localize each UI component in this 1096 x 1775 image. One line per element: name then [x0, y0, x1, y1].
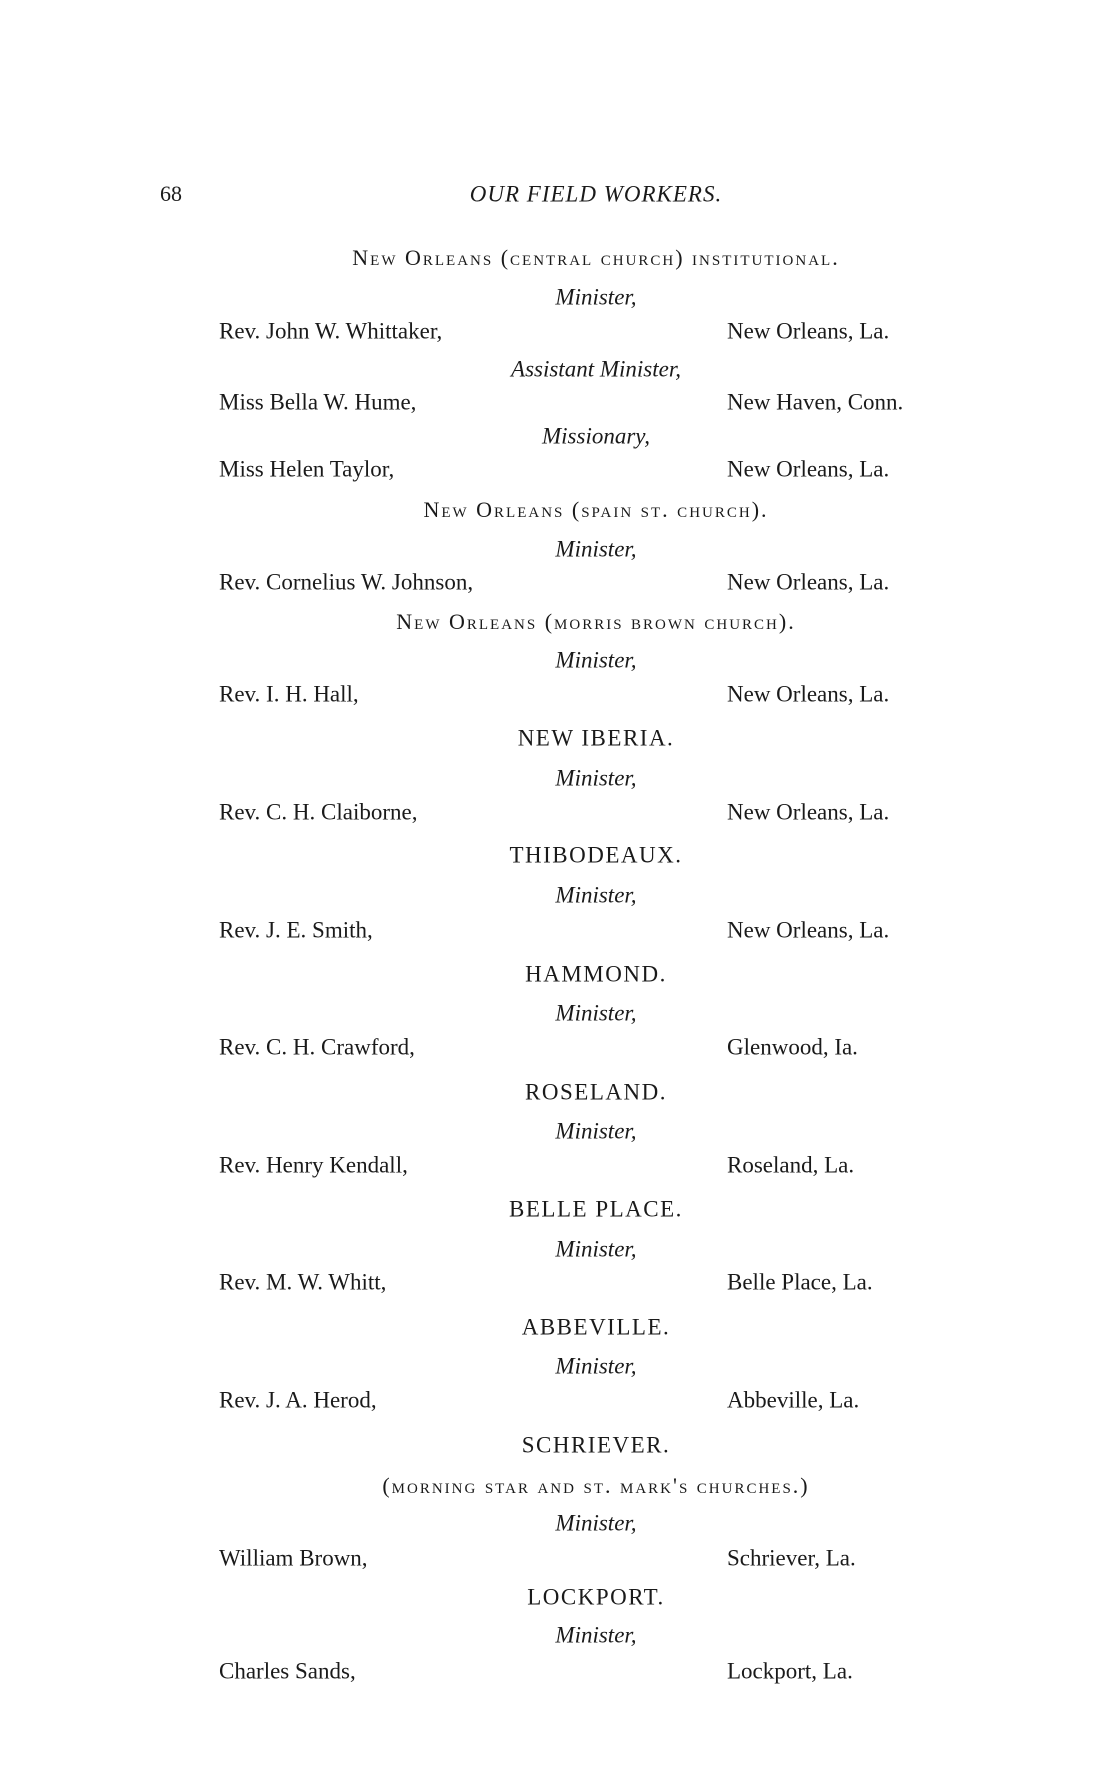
person-name: Miss Bella W. Hume, — [219, 389, 417, 415]
person-name: Rev. C. H. Crawford, — [219, 1034, 415, 1060]
church-subheading: New Orleans (spain st. church). — [423, 497, 769, 522]
running-head: OUR FIELD WORKERS. — [469, 181, 723, 207]
person-location: New Haven, Conn. — [727, 389, 904, 415]
person-name: Rev. J. E. Smith, — [219, 917, 373, 943]
person-name: William Brown, — [219, 1545, 368, 1571]
person-location: New Orleans, La. — [727, 318, 890, 344]
person-name: Charles Sands, — [219, 1658, 356, 1684]
page-number: 68 — [160, 181, 182, 206]
place-heading: THIBODEAUX. — [509, 842, 683, 868]
person-location: New Orleans, La. — [727, 681, 890, 707]
role-label: Minister, — [555, 647, 637, 673]
person-name: Rev. M. W. Whitt, — [219, 1269, 387, 1295]
person-name: Rev. Cornelius W. Johnson, — [219, 569, 474, 595]
person-location: Abbeville, La. — [727, 1387, 860, 1413]
church-subheading: New Orleans (morris brown church). — [396, 609, 796, 634]
person-location: Roseland, La. — [727, 1152, 855, 1178]
person-name: Rev. John W. Whittaker, — [219, 318, 443, 344]
place-heading: HAMMOND. — [525, 961, 667, 987]
place-heading: BELLE PLACE. — [509, 1196, 683, 1222]
church-subheading: New Orleans (central church) institutional. — [352, 245, 840, 270]
role-label: Minister, — [555, 536, 637, 562]
person-location: New Orleans, La. — [727, 569, 890, 595]
person-name: Rev. C. H. Claiborne, — [219, 799, 418, 825]
role-label: Minister, — [555, 1353, 637, 1379]
person-name: Rev. J. A. Herod, — [219, 1387, 377, 1413]
role-label: Minister, — [555, 1118, 637, 1144]
role-label: Minister, — [555, 1236, 637, 1262]
role-label: Minister, — [555, 1622, 637, 1648]
role-label: Minister, — [555, 882, 637, 908]
person-location: Lockport, La. — [727, 1658, 853, 1684]
place-heading: LOCKPORT. — [527, 1584, 665, 1610]
person-location: Glenwood, Ia. — [727, 1034, 858, 1060]
person-location: Schriever, La. — [727, 1545, 856, 1571]
person-name: Rev. I. H. Hall, — [219, 681, 359, 707]
person-location: New Orleans, La. — [727, 917, 890, 943]
place-heading: ABBEVILLE. — [521, 1314, 671, 1340]
role-label: Minister, — [555, 1510, 637, 1536]
place-heading: ROSELAND. — [525, 1079, 667, 1105]
role-label: Minister, — [555, 284, 637, 310]
church-subheading: (morning star and st. mark's churches.) — [382, 1473, 810, 1498]
place-heading: SCHRIEVER. — [521, 1432, 671, 1458]
role-label: Missionary, — [542, 423, 650, 449]
person-name: Miss Helen Taylor, — [219, 456, 395, 482]
person-location: New Orleans, La. — [727, 799, 890, 825]
person-location: New Orleans, La. — [727, 456, 890, 482]
person-name: Rev. Henry Kendall, — [219, 1152, 408, 1178]
place-heading: NEW IBERIA. — [517, 725, 675, 751]
person-location: Belle Place, La. — [727, 1269, 873, 1295]
role-label: Assistant Minister, — [511, 356, 681, 382]
role-label: Minister, — [555, 765, 637, 791]
role-label: Minister, — [555, 1000, 637, 1026]
